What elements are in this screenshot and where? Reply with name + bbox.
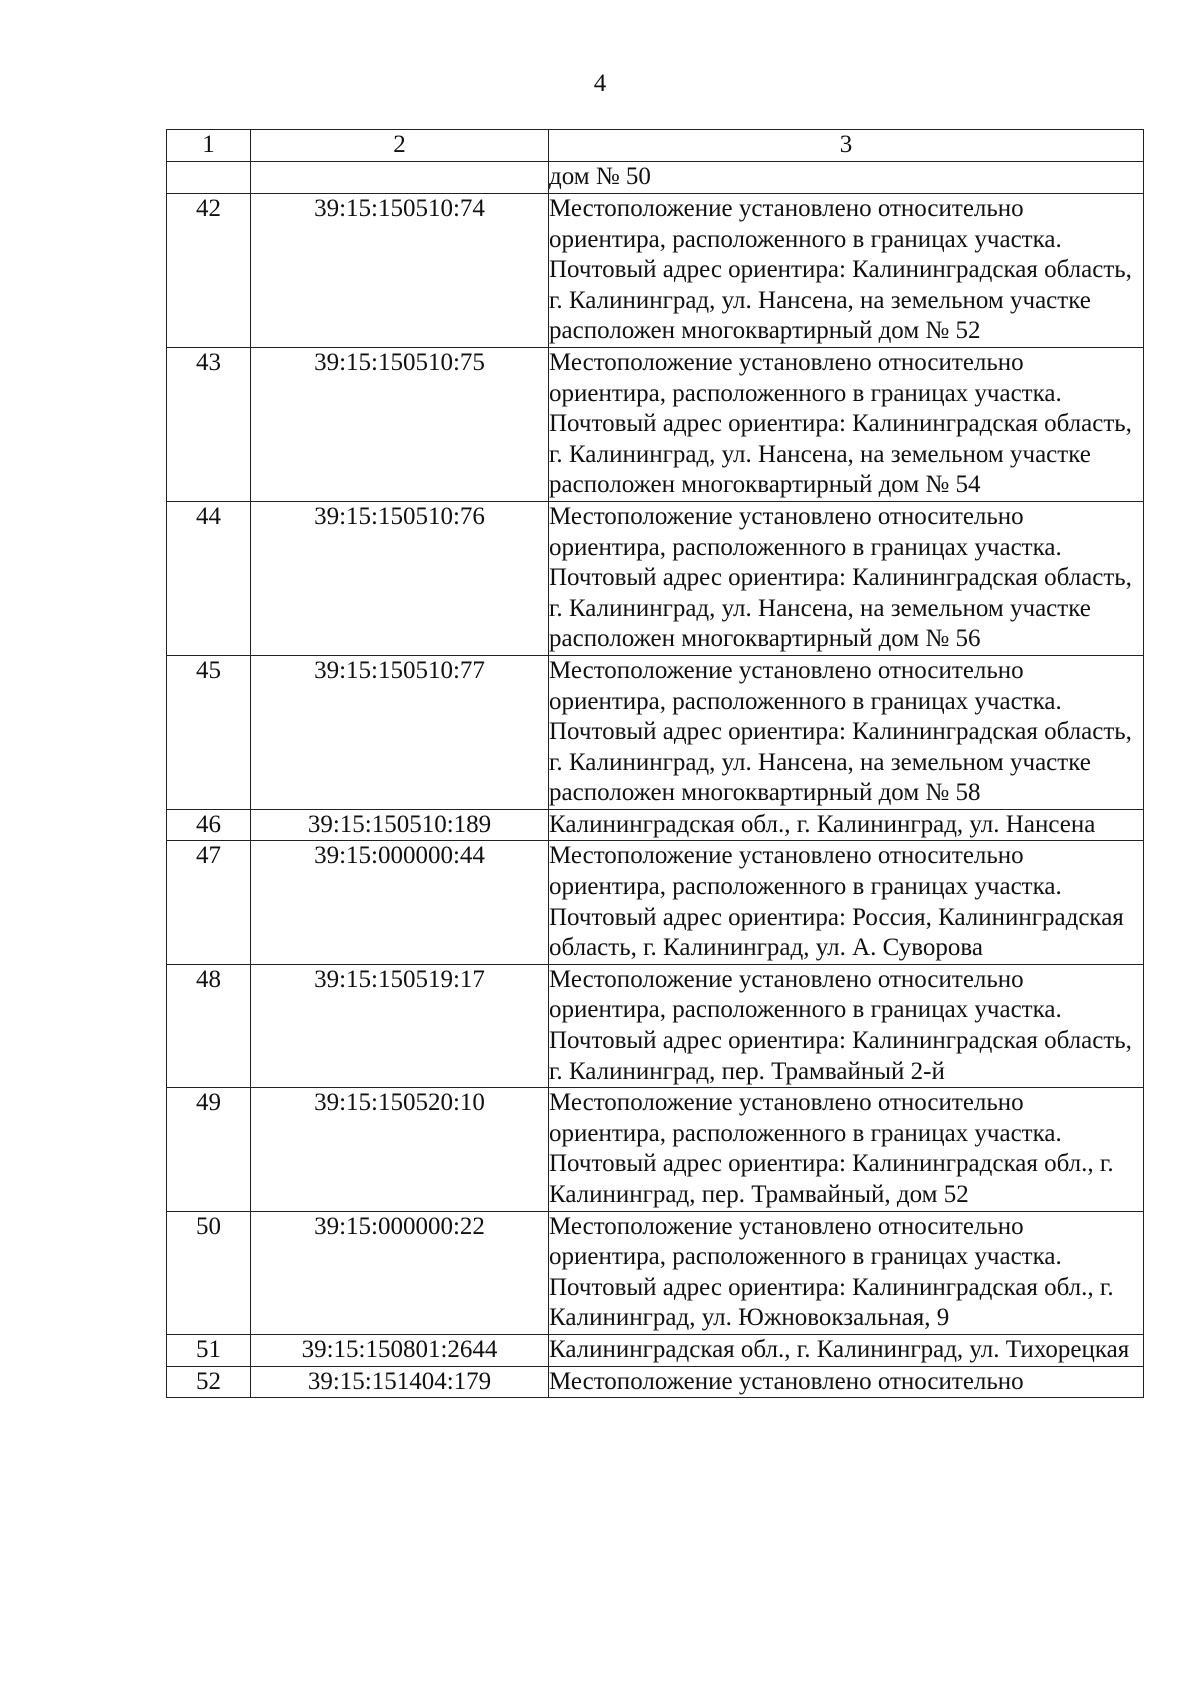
- table-row: [167, 1211, 1144, 1334]
- table-row: [167, 347, 1144, 501]
- land-plots-table: [166, 129, 1144, 1398]
- cadastral-number-cell: 39:15:150510:76: [251, 501, 549, 655]
- table-row: [167, 194, 1144, 348]
- page-number: 4: [593, 70, 607, 97]
- cadastral-number-cell: 39:15:150519:17: [251, 964, 549, 1087]
- row-number-cell: [167, 162, 251, 194]
- address-cell: Местоположение установлено относительно ориентира, расположенного в границах участка. Почтовый адрес ориентира: Калининградская область, г. Калининград, ул. Нансена, на земельном участке расположен многоквартирный дом № 54: [549, 347, 1144, 501]
- table-row: [167, 964, 1144, 1087]
- table-row: [167, 501, 1144, 655]
- cadastral-number-cell: 39:15:150510:189: [251, 809, 549, 841]
- table-continuation-row: [167, 162, 1144, 194]
- row-number-cell: 43: [167, 347, 251, 501]
- row-number-cell: 44: [167, 501, 251, 655]
- address-cell: дом № 50: [549, 162, 1144, 194]
- address-cell: Местоположение установлено относительно ориентира, расположенного в границах участка. Почтовый адрес ориентира: Россия, Калининградская область, г. Калининград, ул. А. Суворова: [549, 841, 1144, 964]
- address-cell: Местоположение установлено относительно: [549, 1366, 1144, 1398]
- cadastral-number-cell: 39:15:150510:75: [251, 347, 549, 501]
- table-header-row: [167, 130, 1144, 162]
- address-cell: Местоположение установлено относительно ориентира, расположенного в границах участка. Почтовый адрес ориентира: Калининградская область, г. Калининград, ул. Нансена, на земельном участке расположен многоквартирный дом № 58: [549, 655, 1144, 809]
- cadastral-number-cell: 39:15:151404:179: [251, 1366, 549, 1398]
- column-header-cadastral: 2: [251, 130, 549, 162]
- cadastral-number-cell: 39:15:150510:74: [251, 194, 549, 348]
- row-number-cell: 51: [167, 1334, 251, 1366]
- table-row: [167, 841, 1144, 964]
- column-header-address: 3: [549, 130, 1144, 162]
- cadastral-number-cell: 39:15:000000:44: [251, 841, 549, 964]
- row-number-cell: 50: [167, 1211, 251, 1334]
- cadastral-number-cell: [251, 162, 549, 194]
- address-cell: Калининградская обл., г. Калининград, ул. Нансена: [549, 809, 1144, 841]
- row-number-cell: 46: [167, 809, 251, 841]
- row-number-cell: 52: [167, 1366, 251, 1398]
- address-cell: Местоположение установлено относительно ориентира, расположенного в границах участка. Почтовый адрес ориентира: Калининградская область, г. Калининград, ул. Нансена, на земельном участке расположен многоквартирный дом № 56: [549, 501, 1144, 655]
- address-cell: Местоположение установлено относительно ориентира, расположенного в границах участка. Почтовый адрес ориентира: Калининградская обл., г. Калининград, ул. Южновокзальная, 9: [549, 1211, 1144, 1334]
- table-row: [167, 809, 1144, 841]
- cadastral-number-cell: 39:15:000000:22: [251, 1211, 549, 1334]
- table-row: [167, 1088, 1144, 1211]
- address-cell: Местоположение установлено относительно ориентира, расположенного в границах участка. Почтовый адрес ориентира: Калининградская область, г. Калининград, пер. Трамвайный 2-й: [549, 964, 1144, 1087]
- cadastral-number-cell: 39:15:150801:2644: [251, 1334, 549, 1366]
- table-row: [167, 1366, 1144, 1398]
- row-number-cell: 48: [167, 964, 251, 1087]
- row-number-cell: 49: [167, 1088, 251, 1211]
- address-cell: Местоположение установлено относительно ориентира, расположенного в границах участка. Почтовый адрес ориентира: Калининградская обл., г. Калининград, пер. Трамвайный, дом 52: [549, 1088, 1144, 1211]
- row-number-cell: 47: [167, 841, 251, 964]
- address-cell: Калининградская обл., г. Калининград, ул. Тихорецкая: [549, 1334, 1144, 1366]
- column-header-number: 1: [167, 130, 251, 162]
- address-cell: Местоположение установлено относительно ориентира, расположенного в границах участка. Почтовый адрес ориентира: Калининградская область, г. Калининград, ул. Нансена, на земельном участке расположен многоквартирный дом № 52: [549, 194, 1144, 348]
- cadastral-number-cell: 39:15:150510:77: [251, 655, 549, 809]
- table-row: [167, 1334, 1144, 1366]
- row-number-cell: 42: [167, 194, 251, 348]
- table-row: [167, 655, 1144, 809]
- row-number-cell: 45: [167, 655, 251, 809]
- cadastral-number-cell: 39:15:150520:10: [251, 1088, 549, 1211]
